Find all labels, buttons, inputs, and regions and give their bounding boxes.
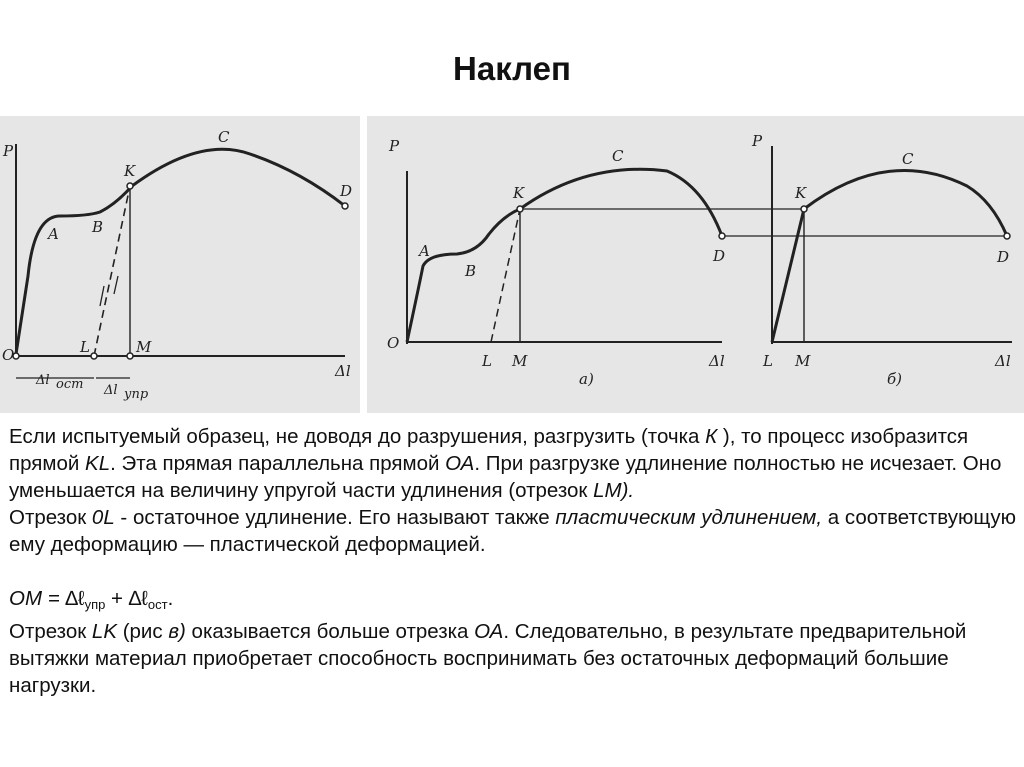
svg-text:M: M (512, 352, 528, 370)
body-text (9, 423, 1019, 699)
svg-text:D: D (340, 182, 353, 200)
svg-text:C: C (902, 150, 914, 168)
svg-text:K: K (124, 162, 136, 180)
p-axis-label: P (3, 142, 14, 160)
svg-text:K: K (795, 184, 807, 202)
svg-text:C: C (218, 128, 230, 146)
svg-text:O: O (2, 346, 15, 364)
svg-text:M: M (795, 352, 811, 370)
svg-text:A: A (48, 225, 59, 243)
formula: OM = ∆ℓ$_{упр}$ + ∆ℓ$_{ост}$. (9, 587, 174, 612)
svg-text:O: O (387, 334, 400, 352)
svg-text:Δl: Δl (995, 352, 1011, 370)
svg-text:C: C (612, 147, 624, 165)
svg-text:Δl: Δl (104, 383, 118, 398)
svg-text:P: P (389, 137, 400, 155)
svg-text:D: D (713, 247, 726, 265)
svg-text:L: L (482, 352, 492, 370)
svg-text:б): б) (887, 370, 903, 388)
svg-text:Δl: Δl (36, 373, 50, 388)
svg-text:B: B (92, 218, 104, 236)
svg-text:ост: ост (56, 377, 84, 392)
svg-text:упр: упр (124, 387, 149, 402)
svg-text:L: L (763, 352, 773, 370)
paragraph-conclusion: Отрезок LK (рис в) оказывается больше отрезка ОА. Следовательно, в результате предварительной вытяжки материал приобретает способность воспринимать без остаточных деформаций большие нагрузки. (9, 620, 967, 697)
figure-work-hardening-comparison (367, 116, 1024, 413)
svg-text:K: K (513, 184, 525, 202)
svg-text:L: L (80, 338, 90, 356)
svg-text:B: B (465, 262, 477, 280)
paragraph-unloading: Если испытуемый образец, не доводя до разрушения, разгрузить (точка К ), то процесс изобразится прямой KL. Эта прямая параллельна прямой ОА. При разгрузке удлинение полностью не исчезает. Оно уменьшается на величину упругой части удлинения (отрезок LM). (9, 425, 1002, 502)
paragraph-residual: Отрезок 0L - остаточное удлинение. Его называют также пластическим удлинением, а соответствующую ему деформацию — пластической деформацией. (9, 506, 1017, 556)
svg-text:A: A (419, 242, 430, 260)
svg-text:D: D (997, 248, 1010, 266)
figure-stress-strain-unloading (0, 116, 360, 413)
slide-title: Наклеп (453, 50, 571, 87)
dl-axis-label: Δl (335, 362, 351, 380)
svg-text:Δl: Δl (709, 352, 725, 370)
svg-text:M: M (136, 338, 152, 356)
svg-text:P: P (752, 132, 763, 150)
svg-text:а): а) (579, 370, 594, 388)
